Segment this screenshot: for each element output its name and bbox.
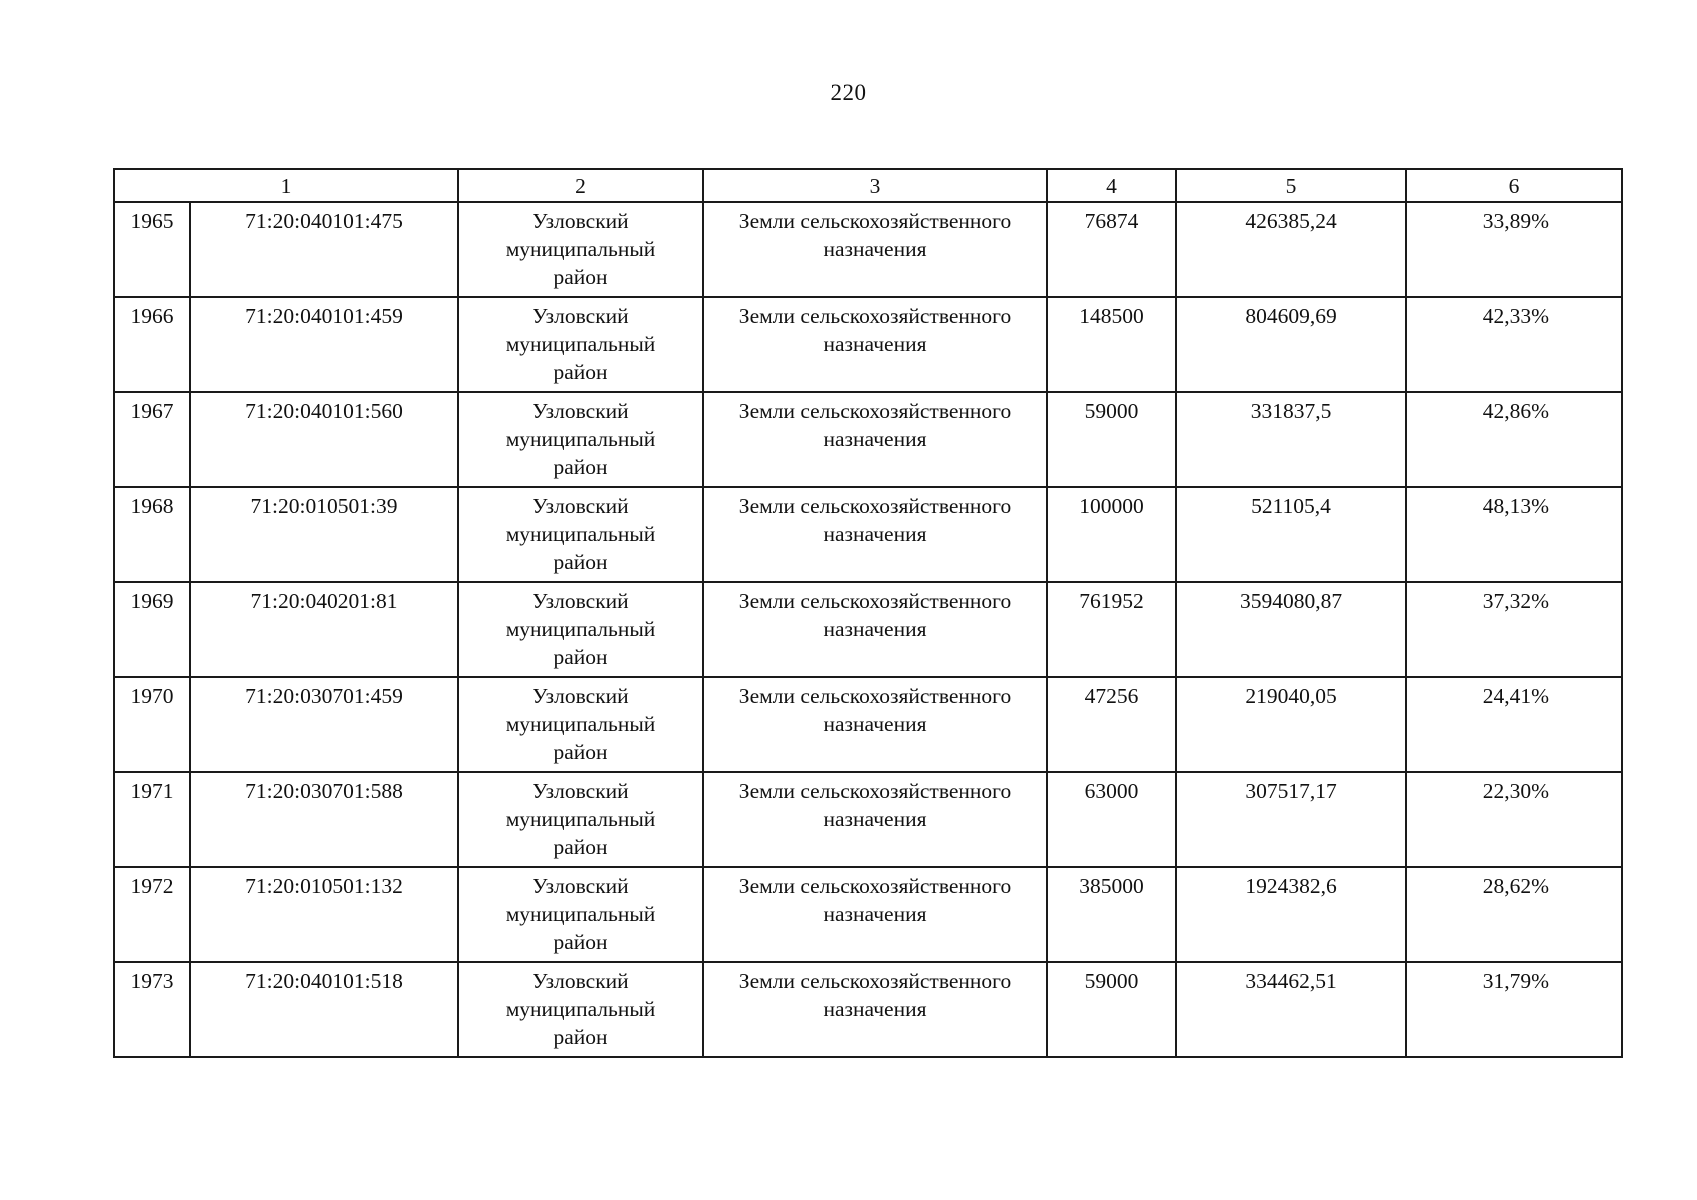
cadastral-value-cell [1176, 487, 1406, 582]
district-cell [458, 297, 703, 392]
header-cell-1: 1 [114, 169, 458, 202]
land-category-line-2: назначения [823, 522, 927, 546]
row-number: 1973 [130, 969, 174, 993]
percent-value: 24,41% [1482, 684, 1549, 708]
cadastral-number: 71:20:040101:475 [245, 209, 403, 233]
land-category-cell [703, 582, 1047, 677]
land-category-line-2: назначения [823, 617, 927, 641]
percent-cell [1406, 202, 1622, 297]
area-value: 63000 [1084, 779, 1139, 803]
district-line-2: муниципальный [505, 427, 656, 451]
cadastral-value: 1924382,6 [1245, 874, 1337, 898]
area-cell [1047, 867, 1176, 962]
table-row [114, 487, 1622, 582]
header-cell-3: 3 [703, 169, 1047, 202]
row-number-cell [114, 677, 190, 772]
land-category-line-1: Земли сельскохозяйственного [738, 874, 1012, 898]
district-cell [458, 962, 703, 1057]
land-category-line-2: назначения [823, 332, 927, 356]
percent-value: 48,13% [1482, 494, 1549, 518]
land-category-line-1: Земли сельскохозяйственного [738, 969, 1012, 993]
cadastral-value: 219040,05 [1245, 684, 1337, 708]
cadastral-number-cell [190, 202, 458, 297]
land-category-line-2: назначения [823, 712, 927, 736]
cadastral-value-cell [1176, 867, 1406, 962]
row-number-cell [114, 582, 190, 677]
page-number: 220 [830, 80, 867, 105]
percent-value: 42,86% [1482, 399, 1549, 423]
cadastral-number: 71:20:040101:459 [245, 304, 403, 328]
area-cell [1047, 772, 1176, 867]
area-cell [1047, 297, 1176, 392]
district-line-1: Узловский [532, 684, 629, 708]
area-value: 148500 [1079, 304, 1144, 328]
area-value: 761952 [1079, 589, 1144, 613]
land-category-cell [703, 772, 1047, 867]
district-line-1: Узловский [532, 969, 629, 993]
row-number: 1967 [130, 399, 174, 423]
header-row [114, 169, 1622, 202]
cadastral-value: 331837,5 [1250, 399, 1332, 423]
cadastral-value: 426385,24 [1245, 209, 1337, 233]
cadastral-value: 804609,69 [1245, 304, 1337, 328]
district-line-2: муниципальный [505, 617, 656, 641]
district-line-3: район [553, 265, 608, 289]
cadastral-number: 71:20:030701:459 [245, 684, 403, 708]
area-cell [1047, 392, 1176, 487]
district-line-2: муниципальный [505, 522, 656, 546]
area-value: 76874 [1084, 209, 1139, 233]
district-cell [458, 677, 703, 772]
percent-cell [1406, 962, 1622, 1057]
row-number: 1970 [130, 684, 174, 708]
land-category-line-1: Земли сельскохозяйственного [738, 209, 1012, 233]
row-number: 1971 [130, 779, 174, 803]
cadastral-number-cell [190, 392, 458, 487]
percent-cell [1406, 867, 1622, 962]
row-number-cell [114, 867, 190, 962]
cadastral-number-cell [190, 582, 458, 677]
cadastral-value-cell [1176, 202, 1406, 297]
table-row [114, 392, 1622, 487]
table-row [114, 772, 1622, 867]
land-category-cell [703, 487, 1047, 582]
land-category-line-2: назначения [823, 902, 927, 926]
cadastral-value-cell [1176, 772, 1406, 867]
land-category-cell [703, 392, 1047, 487]
percent-cell [1406, 487, 1622, 582]
header-cell-5: 5 [1176, 169, 1406, 202]
header-cell-4: 4 [1047, 169, 1176, 202]
cadastral-number: 71:20:010501:132 [245, 874, 403, 898]
land-plot-table [113, 168, 1623, 1058]
cadastral-number: 71:20:040101:560 [245, 399, 403, 423]
district-cell [458, 582, 703, 677]
land-category-line-2: назначения [823, 427, 927, 451]
cadastral-number-cell [190, 962, 458, 1057]
district-line-3: район [553, 360, 608, 384]
percent-value: 22,30% [1482, 779, 1549, 803]
district-line-1: Узловский [532, 874, 629, 898]
area-value: 385000 [1079, 874, 1144, 898]
district-line-3: район [553, 835, 608, 859]
percent-value: 28,62% [1482, 874, 1549, 898]
area-value: 59000 [1084, 399, 1139, 423]
district-line-2: муниципальный [505, 237, 656, 261]
land-category-line-2: назначения [823, 807, 927, 831]
row-number-cell [114, 487, 190, 582]
percent-cell [1406, 677, 1622, 772]
table-row [114, 867, 1622, 962]
district-line-3: район [553, 930, 608, 954]
land-category-line-1: Земли сельскохозяйственного [738, 304, 1012, 328]
district-cell [458, 867, 703, 962]
district-line-1: Узловский [532, 494, 629, 518]
percent-value: 33,89% [1482, 209, 1549, 233]
cadastral-value: 334462,51 [1245, 969, 1337, 993]
percent-value: 42,33% [1482, 304, 1549, 328]
district-cell [458, 487, 703, 582]
land-category-cell [703, 677, 1047, 772]
area-value: 47256 [1084, 684, 1139, 708]
table-row [114, 962, 1622, 1057]
land-category-cell [703, 297, 1047, 392]
table-row [114, 582, 1622, 677]
row-number: 1969 [130, 589, 174, 613]
district-line-3: район [553, 455, 608, 479]
percent-cell [1406, 297, 1622, 392]
cadastral-number: 71:20:030701:588 [245, 779, 403, 803]
land-category-cell [703, 867, 1047, 962]
land-category-line-2: назначения [823, 237, 927, 261]
land-category-line-1: Земли сельскохозяйственного [738, 589, 1012, 613]
district-cell [458, 392, 703, 487]
cadastral-number: 71:20:010501:39 [250, 494, 398, 518]
district-line-3: район [553, 550, 608, 574]
district-line-2: муниципальный [505, 807, 656, 831]
header-cell-2: 2 [458, 169, 703, 202]
percent-cell [1406, 392, 1622, 487]
land-category-line-1: Земли сельскохозяйственного [738, 779, 1012, 803]
row-number: 1966 [130, 304, 174, 328]
district-line-1: Узловский [532, 304, 629, 328]
table-row [114, 297, 1622, 392]
percent-cell [1406, 582, 1622, 677]
header-cell-6: 6 [1406, 169, 1622, 202]
area-value: 100000 [1079, 494, 1144, 518]
row-number-cell [114, 202, 190, 297]
cadastral-number-cell [190, 487, 458, 582]
cadastral-number: 71:20:040201:81 [250, 589, 398, 613]
cadastral-value-cell [1176, 677, 1406, 772]
table-body [114, 202, 1622, 1057]
area-cell [1047, 962, 1176, 1057]
cadastral-value: 521105,4 [1251, 494, 1331, 518]
district-cell [458, 202, 703, 297]
cadastral-number: 71:20:040101:518 [245, 969, 403, 993]
land-category-cell [703, 962, 1047, 1057]
percent-value: 37,32% [1482, 589, 1549, 613]
district-line-3: район [553, 1025, 608, 1049]
table-row [114, 677, 1622, 772]
cadastral-value-cell [1176, 962, 1406, 1057]
land-category-line-1: Земли сельскохозяйственного [738, 684, 1012, 708]
cadastral-value-cell [1176, 582, 1406, 677]
area-cell [1047, 202, 1176, 297]
area-cell [1047, 677, 1176, 772]
land-category-line-2: назначения [823, 997, 927, 1021]
cadastral-number-cell [190, 677, 458, 772]
percent-value: 31,79% [1482, 969, 1549, 993]
land-category-line-1: Земли сельскохозяйственного [738, 399, 1012, 423]
district-line-3: район [553, 645, 608, 669]
area-value: 59000 [1084, 969, 1139, 993]
district-line-1: Узловский [532, 779, 629, 803]
district-line-2: муниципальный [505, 332, 656, 356]
district-line-1: Узловский [532, 589, 629, 613]
row-number: 1968 [130, 494, 174, 518]
row-number-cell [114, 297, 190, 392]
district-line-2: муниципальный [505, 997, 656, 1021]
district-line-1: Узловский [532, 209, 629, 233]
area-cell [1047, 582, 1176, 677]
cadastral-value: 3594080,87 [1239, 589, 1343, 613]
area-cell [1047, 487, 1176, 582]
land-category-cell [703, 202, 1047, 297]
cadastral-value: 307517,17 [1245, 779, 1337, 803]
row-number-cell [114, 392, 190, 487]
district-line-3: район [553, 740, 608, 764]
district-line-1: Узловский [532, 399, 629, 423]
district-cell [458, 772, 703, 867]
row-number-cell [114, 772, 190, 867]
cadastral-number-cell [190, 297, 458, 392]
table-row [114, 202, 1622, 297]
cadastral-number-cell [190, 772, 458, 867]
cadastral-value-cell [1176, 392, 1406, 487]
cadastral-value-cell [1176, 297, 1406, 392]
row-number-cell [114, 962, 190, 1057]
district-line-2: муниципальный [505, 712, 656, 736]
row-number: 1972 [130, 874, 174, 898]
row-number: 1965 [130, 209, 174, 233]
land-category-line-1: Земли сельскохозяйственного [738, 494, 1012, 518]
cadastral-number-cell [190, 867, 458, 962]
percent-cell [1406, 772, 1622, 867]
district-line-2: муниципальный [505, 902, 656, 926]
